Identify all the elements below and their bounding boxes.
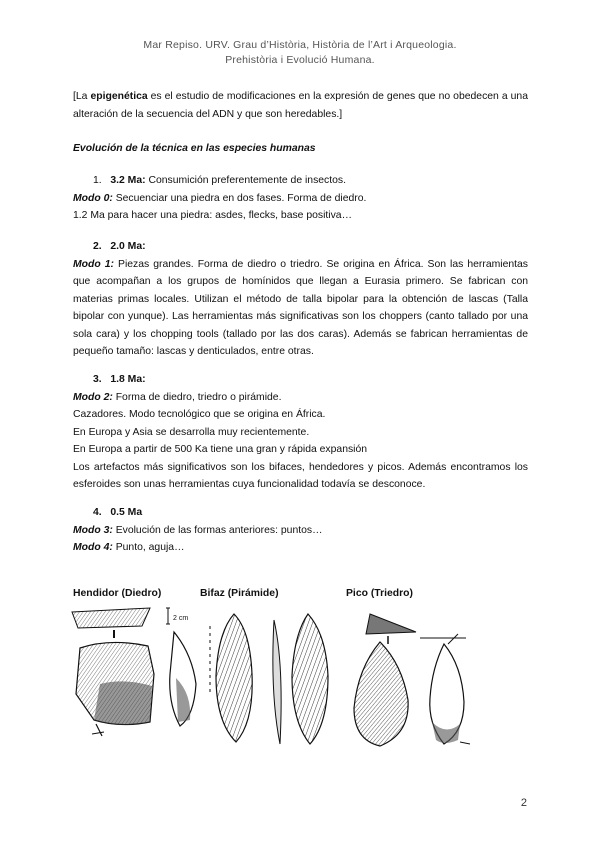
fig-label-hendidor: Hendidor (Diedro) — [73, 588, 162, 599]
mode-1-text: Piezas grandes. Forma de diedro o triedro. Se origina en África. Son las herramientas que acompañan a los grupos de homínidos que llegan a Eurasia primero. Se fabrican con materias primas locales. Utilizan el método de talla bipolar para la obtención de lascas (Talla bipolar con yunque). Las herramientas más significativas son los choppers (canto tallado por una sola cara) y los chopping tools (tallado por las dos caras). Además se fabrican herramientas de pequeño tamaño: lascas y denticulados, entre otras. — [73, 258, 529, 357]
item-4 — [73, 504, 528, 557]
hendidor-illustration — [70, 604, 205, 746]
item-4-title: 0.5 Ma — [110, 507, 143, 518]
pico-illustration — [340, 604, 480, 752]
fig-label-pico: Pico (Triedro) — [346, 588, 413, 599]
item-2 — [73, 238, 528, 361]
mode-4-label: Modo 4: — [73, 542, 113, 553]
item-1 — [73, 172, 528, 225]
item-3-number: 3. — [93, 374, 102, 385]
header-line-1: Mar Repiso. URV. Grau d’Història, Història de l’Art i Arqueologia. — [143, 39, 457, 51]
section-title: Evolución de la técnica en las especies humanas — [73, 143, 316, 154]
mode-3-text: Evolución de las formas anteriores: puntos… — [112, 524, 323, 536]
item-1-heading — [73, 172, 528, 190]
item-3 — [73, 371, 528, 494]
item-1-extra: 1.2 Ma para hacer una piedra: asdes, flecks, base positiva… — [73, 210, 352, 221]
item-2-number: 2. — [93, 241, 102, 252]
epigenetics-note — [73, 88, 528, 123]
item-3-line-1: Cazadores. Modo tecnológico que se origina en África. — [73, 409, 326, 420]
intro-rest: es el estudio de modificaciones en la expresión de genes que no obedecen a una alteración de la secuencia del ADN y que son heredables.] — [73, 91, 528, 120]
item-2-mode — [73, 256, 528, 361]
item-4-heading — [73, 504, 528, 522]
item-1-mode — [73, 190, 528, 208]
page-header — [0, 38, 600, 68]
mode-3-label: Modo 3: — [73, 524, 113, 536]
item-3-title: 1.8 Ma: — [110, 374, 146, 385]
item-4-mode-3 — [73, 522, 528, 540]
mode-0-label: Modo 0: — [73, 192, 113, 204]
item-1-title: 3.2 Ma: — [110, 175, 146, 186]
item-3-paragraph: Los artefactos más significativos son los bifaces, hendedores y picos. Además encontramos los esferoides son unas herramientas cuya funcionalidad todavía se desconoce. — [73, 461, 528, 490]
intro-open: [La — [73, 91, 91, 102]
bifaz-illustration — [200, 604, 340, 752]
item-3-heading — [73, 371, 528, 389]
item-4-number: 4. — [93, 507, 102, 518]
intro-term: epigenética — [90, 91, 148, 102]
item-4-mode-4 — [73, 539, 528, 557]
header-line-2: Prehistòria i Evolució Humana. — [225, 54, 375, 66]
item-1-number: 1. — [93, 175, 102, 186]
page-number: 2 — [520, 797, 527, 809]
mode-2-label: Modo 2: — [73, 391, 113, 403]
item-1-title-rest: Consumición preferentemente de insectos. — [145, 175, 346, 186]
mode-1-label: Modo 1: — [73, 258, 114, 270]
item-3-line-3: En Europa a partir de 500 Ka tiene una gran y rápida expansión — [73, 444, 368, 455]
item-3-mode — [73, 389, 528, 407]
mode-2-text: Forma de diedro, triedro o pirámide. — [112, 391, 282, 403]
item-2-heading — [73, 238, 528, 256]
mode-0-text: Secuenciar una piedra en dos fases. Forma de diedro. — [112, 192, 367, 204]
scale-label: 2 cm — [173, 615, 189, 622]
item-2-title: 2.0 Ma: — [110, 241, 146, 252]
fig-label-bifaz: Bifaz (Pirámide) — [200, 588, 279, 599]
mode-4-text: Punto, aguja… — [112, 542, 185, 553]
item-3-line-2: En Europa y Asia se desarrolla muy recientemente. — [73, 426, 310, 438]
